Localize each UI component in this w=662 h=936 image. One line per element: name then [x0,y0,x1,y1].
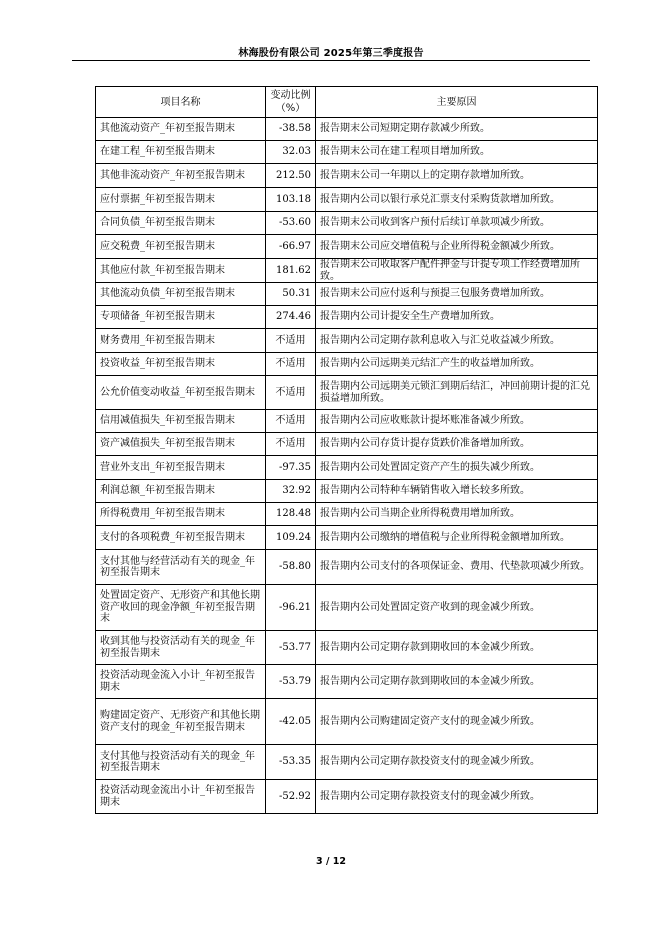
item-name-cell: 信用减值损失_年初至报告期末 [96,410,266,433]
main-reason-cell: 报告期内公司购建固定资产支付的现金减少所致。 [316,699,598,745]
table-body [96,118,598,814]
table-row [96,376,598,410]
change-ratio-cell: 50.31 [266,283,316,306]
item-name-cell: 财务费用_年初至报告期末 [96,329,266,353]
item-name-cell: 支付其他与投资活动有关的现金_年初至报告期末 [96,745,266,780]
item-name-cell: 投资收益_年初至报告期末 [96,353,266,376]
header-divider [72,60,590,61]
change-ratio-cell: -66.97 [266,235,316,259]
item-name-cell: 所得税费用_年初至报告期末 [96,503,266,526]
main-reason-cell: 报告期末公司应交增值税与企业所得税金额减少所致。 [316,235,598,259]
change-ratio-cell: -52.92 [266,780,316,814]
item-name-cell: 应付票据_年初至报告期末 [96,188,266,212]
table-row [96,699,598,745]
table-row [96,235,598,259]
item-name-cell: 投资活动现金流入小计_年初至报告期末 [96,665,266,699]
change-ratio-cell: -96.21 [266,585,316,631]
item-name-cell: 购建固定资产、无形资产和其他长期资产支付的现金_年初至报告期末 [96,699,266,745]
item-name-cell: 其他流动负债_年初至报告期末 [96,283,266,306]
change-ratio-cell: -58.80 [266,550,316,585]
table-row [96,745,598,780]
table-row [96,212,598,235]
item-name-cell: 其他流动资产_年初至报告期末 [96,118,266,141]
table-header-row [96,87,598,118]
item-name-cell: 其他非流动资产_年初至报告期末 [96,164,266,188]
item-name-cell: 支付其他与经营活动有关的现金_年初至报告期末 [96,550,266,585]
change-ratio-cell: -38.58 [266,118,316,141]
change-ratio-cell: 32.92 [266,480,316,503]
main-reason-cell: 报告期内公司定期存款到期收回的本金减少所致。 [316,665,598,699]
table-row [96,480,598,503]
main-reason-cell: 报告期内公司远期美元锁汇到期后结汇，冲回前期计提的汇兑损益增加所致。 [316,376,598,410]
main-reason-cell: 报告期内公司定期存款投资支付的现金减少所致。 [316,745,598,780]
header-change-ratio: 变动比例（%） [266,87,316,118]
table-row [96,283,598,306]
table-row [96,329,598,353]
table-row [96,118,598,141]
table-row [96,259,598,283]
item-name-cell: 处置固定资产、无形资产和其他长期资产收回的现金净额_年初至报告期末 [96,585,266,631]
change-ratio-cell: -53.77 [266,631,316,665]
change-ratio-cell: 274.46 [266,306,316,329]
change-ratio-cell: 103.18 [266,188,316,212]
change-ratio-cell: -42.05 [266,699,316,745]
change-ratio-cell: 181.62 [266,259,316,283]
change-ratio-cell: 109.24 [266,526,316,550]
item-name-cell: 专项储备_年初至报告期末 [96,306,266,329]
item-name-cell: 投资活动现金流出小计_年初至报告期末 [96,780,266,814]
change-ratio-cell: 212.50 [266,164,316,188]
change-ratio-cell: -53.35 [266,745,316,780]
header-item-name: 项目名称 [96,87,266,118]
change-ratio-cell: -53.79 [266,665,316,699]
main-reason-cell: 报告期内公司以银行承兑汇票支付采购货款增加所致。 [316,188,598,212]
main-reason-cell: 报告期末公司一年期以上的定期存款增加所致。 [316,164,598,188]
header-main-reason: 主要原因 [316,87,598,118]
table-row [96,410,598,433]
table-row [96,353,598,376]
main-reason-cell: 报告期末公司收到客户预付后续订单款项减少所致。 [316,212,598,235]
table-row [96,585,598,631]
change-ratio-cell: 不适用 [266,410,316,433]
item-name-cell: 资产减值损失_年初至报告期末 [96,433,266,456]
item-name-cell: 其他应付款_年初至报告期末 [96,259,266,283]
table-row [96,665,598,699]
change-ratio-cell: 32.03 [266,141,316,164]
table-row [96,631,598,665]
change-analysis-table [95,86,598,814]
main-reason-cell: 报告期内公司当期企业所得税费用增加所致。 [316,503,598,526]
change-ratio-cell: 不适用 [266,329,316,353]
change-ratio-cell: 不适用 [266,433,316,456]
main-reason-cell: 报告期内公司支付的各项保证金、费用、代垫款项减少所致。 [316,550,598,585]
table-row [96,550,598,585]
table-row [96,526,598,550]
main-reason-cell: 报告期内公司特种车辆销售收入增长较多所致。 [316,480,598,503]
main-reason-cell: 报告期内公司处置固定资产收到的现金减少所致。 [316,585,598,631]
main-reason-cell: 报告期内公司定期存款投资支付的现金减少所致。 [316,780,598,814]
item-name-cell: 应交税费_年初至报告期末 [96,235,266,259]
item-name-cell: 营业外支出_年初至报告期末 [96,456,266,480]
main-reason-cell: 报告期内公司缴纳的增值税与企业所得税金额增加所致。 [316,526,598,550]
change-ratio-cell: 不适用 [266,376,316,410]
table-row [96,433,598,456]
item-name-cell: 利润总额_年初至报告期末 [96,480,266,503]
change-ratio-cell: -97.35 [266,456,316,480]
main-reason-cell: 报告期内公司定期存款利息收入与汇兑收益减少所致。 [316,329,598,353]
page-number: 3 / 12 [316,856,346,867]
main-reason-cell: 报告期内公司远期美元结汇产生的收益增加所致。 [316,353,598,376]
main-reason-cell: 报告期末公司短期定期存款减少所致。 [316,118,598,141]
main-reason-cell: 报告期末公司在建工程项目增加所致。 [316,141,598,164]
table-row [96,164,598,188]
item-name-cell: 公允价值变动收益_年初至报告期末 [96,376,266,410]
report-header-title: 林海股份有限公司 2025年第三季度报告 [238,48,424,59]
main-reason-cell: 报告期内公司应收账款计提坏账准备减少所致。 [316,410,598,433]
main-reason-cell: 报告期内公司处置固定资产产生的损失减少所致。 [316,456,598,480]
table-row [96,780,598,814]
item-name-cell: 收到其他与投资活动有关的现金_年初至报告期末 [96,631,266,665]
main-reason-cell: 报告期内公司计提安全生产费增加所致。 [316,306,598,329]
main-reason-cell: 报告期内公司定期存款到期收回的本金减少所致。 [316,631,598,665]
main-reason-cell: 报告期内公司存货计提存货跌价准备增加所致。 [316,433,598,456]
item-name-cell: 合同负债_年初至报告期末 [96,212,266,235]
table-row [96,306,598,329]
table-row [96,188,598,212]
table-row [96,456,598,480]
item-name-cell: 支付的各项税费_年初至报告期末 [96,526,266,550]
main-reason-cell: 报告期末公司应付返利与预提三包服务费增加所致。 [316,283,598,306]
main-reason-cell: 报告期末公司收取客户配件押金与计提专项工作经费增加所致。 [316,259,598,283]
change-ratio-cell: -53.60 [266,212,316,235]
item-name-cell: 在建工程_年初至报告期末 [96,141,266,164]
table-row [96,141,598,164]
change-ratio-cell: 128.48 [266,503,316,526]
change-ratio-cell: 不适用 [266,353,316,376]
table-row [96,503,598,526]
